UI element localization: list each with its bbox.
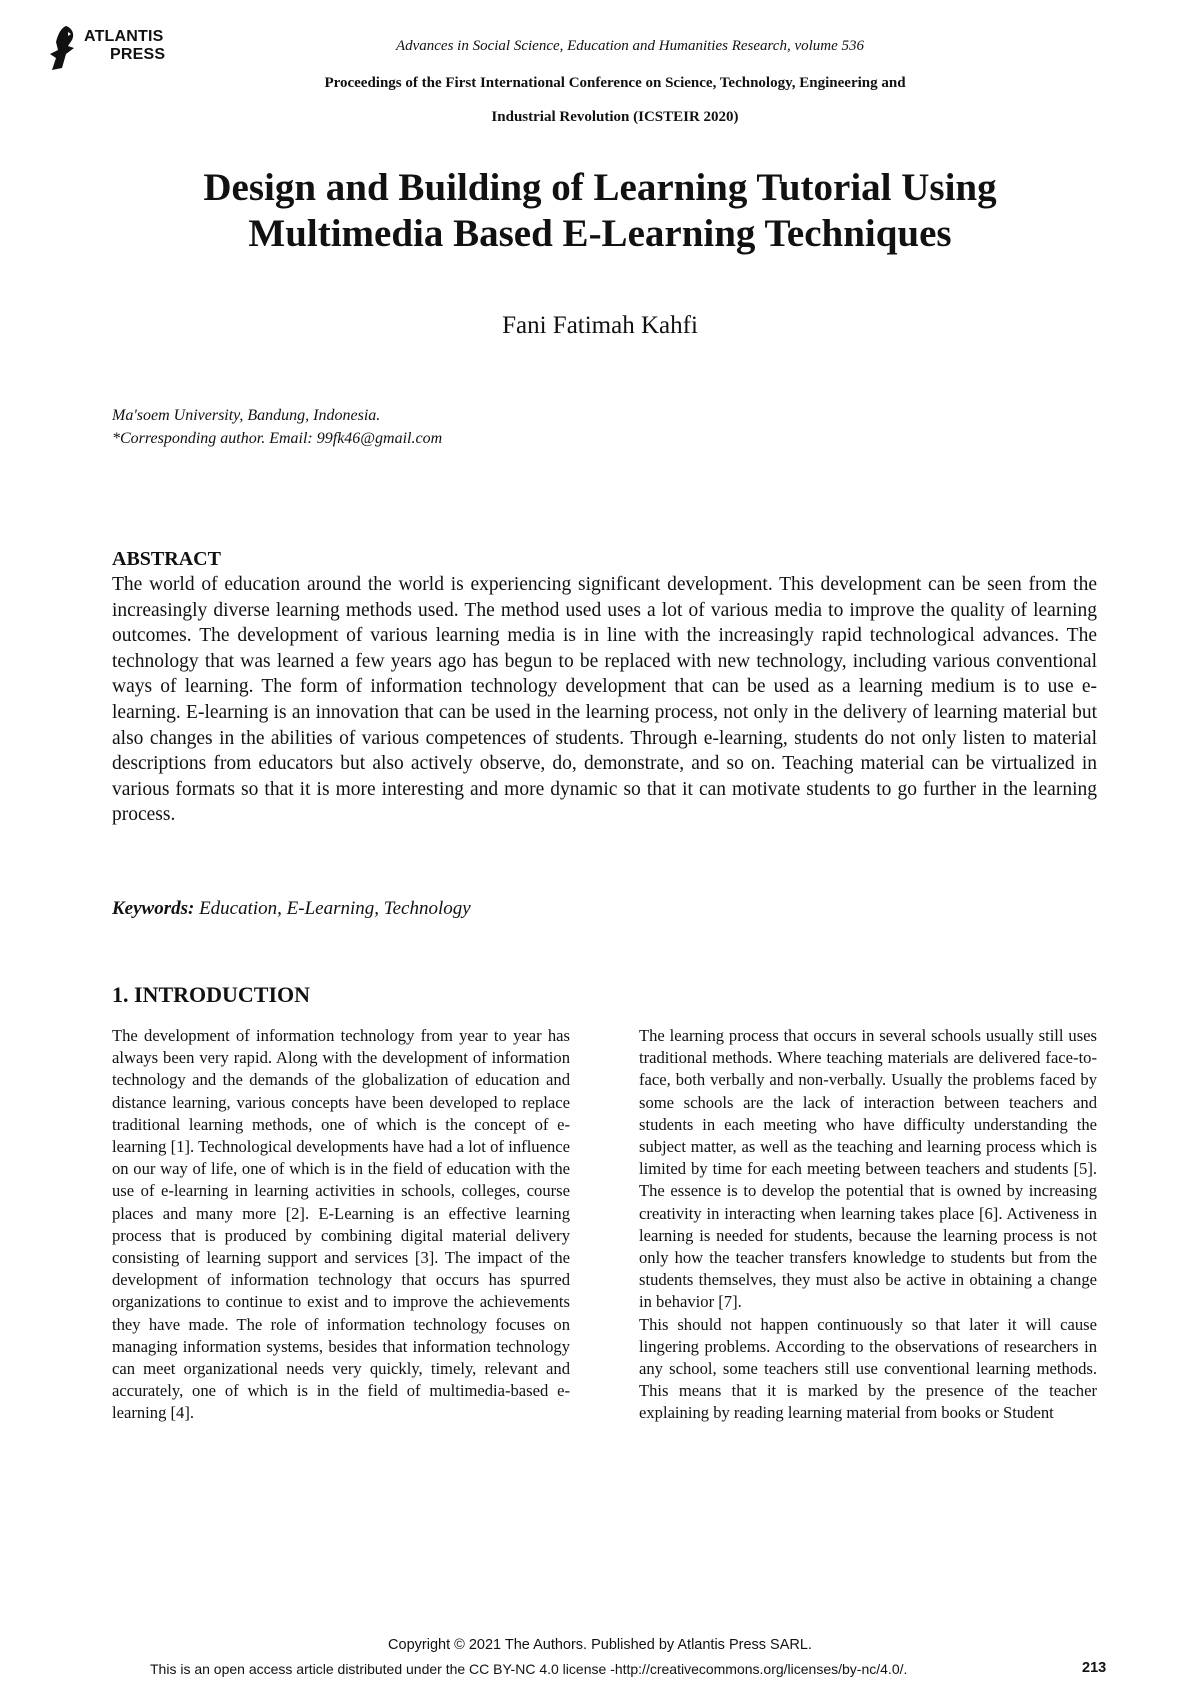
corresponding-author: *Corresponding author. Email: 99fk46@gmail.com xyxy=(112,430,443,447)
proceedings-title xyxy=(220,66,1010,134)
left-column xyxy=(112,1025,570,1425)
paper-title xyxy=(100,165,1100,257)
paper-title-line1: Design and Building of Learning Tutorial Using xyxy=(203,166,997,209)
affiliation: Ma'soem University, Bandung, Indonesia. xyxy=(112,407,381,424)
keywords-label: Keywords: xyxy=(112,898,195,919)
keywords xyxy=(112,898,471,920)
affiliation-block xyxy=(112,404,442,450)
paragraph: The development of information technology from year to year has always been very rapid. Along with the development of information technology and the demands of the globalization of education and distance learning, various concepts have been developed to replace traditional learning methods, one of which is the concept of e-learning [1]. Technological developments have had a lot of influence on our way of life, one of which is in the field of education with the use of e-learning in learning activities in schools, colleges, course places and many more [2]. E-Learning is an effective learning process that is produced by combining digital material delivery consisting of learning support and services [3]. The impact of the development of information technology that occurs has spurred organizations to continue to exist and to improve the achievements they have made. The role of information technology focuses on managing information systems, besides that information technology can meet organizational needs very quickly, timely, relevant and accurately, one of which is in the field of multimedia-based e-learning [4]. xyxy=(112,1026,570,1423)
publisher-name-line1: ATLANTIS xyxy=(84,28,164,45)
series-title: Advances in Social Science, Education and Humanities Research, volume 536 xyxy=(395,38,865,54)
paper-title-line2: Multimedia Based E-Learning Techniques xyxy=(248,212,952,255)
right-column xyxy=(639,1025,1097,1425)
copyright-notice: Copyright © 2021 The Authors. Published by Atlantis Press SARL. xyxy=(388,1637,812,1653)
abstract-heading: ABSTRACT xyxy=(112,548,221,570)
paragraph: The learning process that occurs in several schools usually still uses traditional methods. Where teaching materials are delivered face-to-face, both verbally and non-verbally. Usually the problems faced by some schools are the lack of interaction between teachers and students in each meeting who have difficulty understanding the subject matter, as well as the teaching and learning process which is limited by time for each meeting between teachers and students [5]. The essence is to develop the potential that is owned by increasing creativity in interacting when learning takes place [6]. Activeness in learning is needed for students, because the learning process is not only how the teacher transfers knowledge to students but from the students themselves, they must also be active in obtaining a change in behavior [7]. xyxy=(639,1026,1097,1312)
license-notice: This is an open access article distributed under the CC BY-NC 4.0 license -http://creativecommons.org/licenses/by-nc/4.0/. xyxy=(150,1661,908,1677)
keywords-value: Education, E-Learning, Technology xyxy=(194,898,471,919)
proceedings-line2: Industrial Revolution (ICSTEIR 2020) xyxy=(491,109,739,125)
publisher-name-line2: PRESS xyxy=(110,46,166,63)
page-number: 213 xyxy=(1082,1660,1107,1676)
section-heading-introduction: 1. INTRODUCTION xyxy=(112,982,311,1007)
abstract-text: The world of education around the world is experiencing significant development. This development can be seen from the increasingly diverse learning methods used. The method used uses a lot of various media to improve the quality of learning outcomes. The development of various learning media is in line with the increasingly rapid technological advances. The technology that was learned a few years ago has begun to be replaced with new technology, including various conventional ways of learning. The form of information technology development that can be used as a learning medium is to use e-learning. E-learning is an innovation that can be used in the learning process, not only in the delivery of learning material but also changes in the abilities of various competences of students. Through e-learning, students do not only listen to material descriptions from educators but also actively observe, do, demonstrate, and so on. Teaching material can be virtualized in various formats so that it is more interesting and more dynamic so that it can motivate students to go further in the learning process. xyxy=(112,574,1097,826)
paragraph: This should not happen continuously so that later it will cause lingering problems. According to the observations of researchers in any school, some teachers still use conventional learning methods. This means that it is marked by the presence of the teacher explaining by reading learning material from books or Student xyxy=(639,1314,1097,1423)
proceedings-line1: Proceedings of the First International Conference on Science, Technology, Engineering and xyxy=(324,75,906,91)
author-name: Fani Fatimah Kahfi xyxy=(502,312,698,339)
